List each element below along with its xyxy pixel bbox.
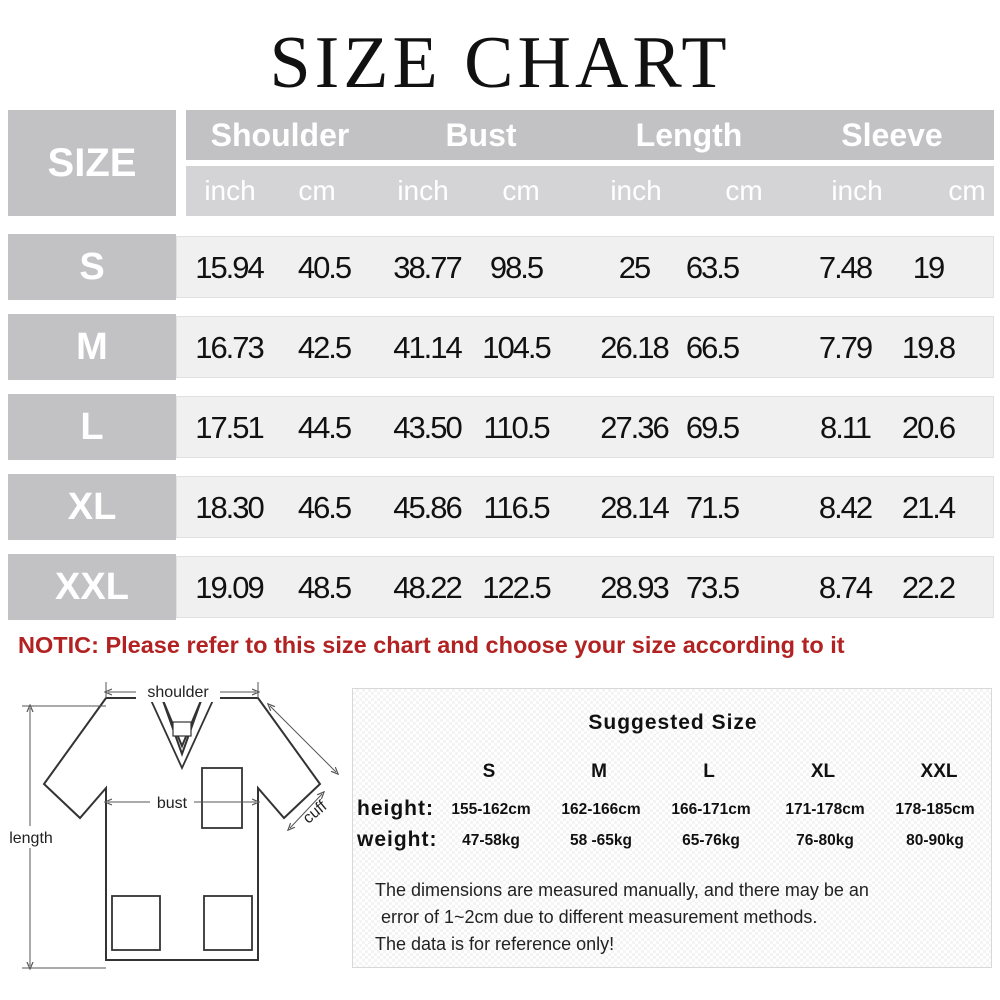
weight-value: 58 -65kg: [569, 832, 633, 849]
table-cell: 25: [618, 250, 650, 285]
shirt-outline: [44, 698, 320, 960]
table-row: [8, 554, 994, 620]
suggested-size-label: S: [482, 761, 496, 782]
table-cell: 63.5: [685, 250, 739, 285]
measurement-note: The data is for reference only!: [375, 934, 615, 954]
table-row: [8, 394, 994, 460]
size-cell: M: [8, 314, 176, 380]
unit-label: cm: [502, 175, 540, 206]
suggested-size-label: M: [591, 761, 607, 782]
measurement-group-header: [186, 110, 994, 160]
table-cell: 17.51: [195, 410, 263, 445]
table-cell: 45.86: [393, 490, 461, 525]
cuff-label: cuff: [299, 797, 331, 828]
table-cell: 104.5: [482, 330, 550, 365]
table-cell: 19.09: [195, 570, 263, 605]
table-cell: 7.48: [818, 250, 872, 285]
table-cell: 69.5: [685, 410, 739, 445]
header-shoulder: Shoulder: [210, 117, 350, 153]
measurement-values: [176, 476, 994, 538]
unit-label: cm: [298, 175, 336, 206]
table-cell: 42.5: [297, 330, 351, 365]
size-cell: XL: [8, 474, 176, 540]
height-value: 178-185cm: [895, 801, 975, 818]
table-cell: 110.5: [483, 410, 549, 445]
suggested-size-box: [352, 688, 992, 968]
table-cell: 116.5: [483, 490, 549, 525]
size-header: SIZE: [8, 110, 176, 216]
table-cell: 98.5: [489, 250, 543, 285]
header-bust: Bust: [445, 117, 517, 153]
table-cell: 7.79: [818, 330, 872, 365]
size-cell: L: [8, 394, 176, 460]
table-cell: 16.73: [195, 330, 263, 365]
page-title: SIZE CHART: [269, 22, 731, 104]
height-value: 166-171cm: [671, 801, 751, 818]
table-cell: 8.42: [818, 490, 872, 525]
table-cell: 19.8: [901, 330, 955, 365]
table-cell: 38.77: [393, 250, 461, 285]
weight-value: 76-80kg: [796, 832, 854, 849]
height-value: 171-178cm: [785, 801, 865, 818]
chest-pocket: [202, 768, 242, 828]
measurement-note: The dimensions are measured manually, and there may be an: [375, 880, 869, 900]
suggested-size-label: L: [703, 761, 715, 782]
length-label: length: [9, 830, 53, 847]
table-cell: 20.6: [901, 410, 955, 445]
weight-value: 65-76kg: [682, 832, 740, 849]
right-pocket: [204, 896, 252, 950]
measurement-note: error of 1~2cm due to different measurement methods.: [381, 907, 818, 927]
table-cell: 41.14: [393, 330, 461, 365]
table-cell: 44.5: [297, 410, 351, 445]
table-cell: 71.5: [685, 490, 739, 525]
table-cell: 19: [912, 250, 944, 285]
height-value: 162-166cm: [561, 801, 641, 818]
size-cell: S: [8, 234, 176, 300]
height-label: height:: [357, 797, 434, 820]
header-sleeve: Sleeve: [841, 117, 943, 153]
weight-label: weight:: [357, 828, 438, 851]
measurement-values: [176, 316, 994, 378]
table-cell: 48.5: [297, 570, 351, 605]
table-cell: 28.14: [600, 490, 668, 525]
unit-label: cm: [948, 175, 986, 206]
unit-label: inch: [397, 175, 449, 206]
unit-label: inch: [831, 175, 883, 206]
table-cell: 66.5: [685, 330, 739, 365]
weight-value: 80-90kg: [906, 832, 964, 849]
bust-label: bust: [156, 795, 188, 812]
weight-value: 47-58kg: [462, 832, 520, 849]
header-length: Length: [635, 117, 743, 153]
table-row: [8, 234, 994, 300]
table-cell: 18.30: [195, 490, 263, 525]
notice-text: NOTIC: Please refer to this size chart and choose your size according to it: [18, 632, 845, 658]
measurement-values: [176, 556, 994, 618]
unit-label: cm: [725, 175, 763, 206]
neck-tag: [173, 722, 191, 736]
table-cell: 22.2: [901, 570, 955, 605]
table-cell: 43.50: [393, 410, 461, 445]
table-cell: 21.4: [901, 490, 955, 525]
table-row: [8, 314, 994, 380]
unit-label: inch: [610, 175, 662, 206]
table-row: [8, 474, 994, 540]
table-cell: 48.22: [393, 570, 461, 605]
table-cell: 8.74: [818, 570, 872, 605]
table-cell: 8.11: [819, 410, 871, 445]
height-value: 155-162cm: [451, 801, 531, 818]
unit-label: inch: [204, 175, 256, 206]
left-pocket: [112, 896, 160, 950]
unit-header: [186, 166, 994, 216]
scrub-top-diagram: [0, 676, 350, 976]
suggested-size-label: XXL: [920, 761, 958, 782]
size-cell: XXL: [8, 554, 176, 620]
measurement-values: [176, 396, 994, 458]
table-cell: 27.36: [600, 410, 668, 445]
table-cell: 28.93: [600, 570, 668, 605]
table-cell: 122.5: [482, 570, 550, 605]
suggested-size-label: XL: [810, 761, 836, 782]
suggested-size-title: Suggested Size: [588, 711, 758, 734]
measurement-values: [176, 236, 994, 298]
table-cell: 73.5: [685, 570, 739, 605]
table-cell: 15.94: [195, 250, 263, 285]
table-cell: 26.18: [600, 330, 668, 365]
shoulder-label: shoulder: [147, 684, 209, 701]
table-cell: 40.5: [297, 250, 351, 285]
table-cell: 46.5: [297, 490, 351, 525]
